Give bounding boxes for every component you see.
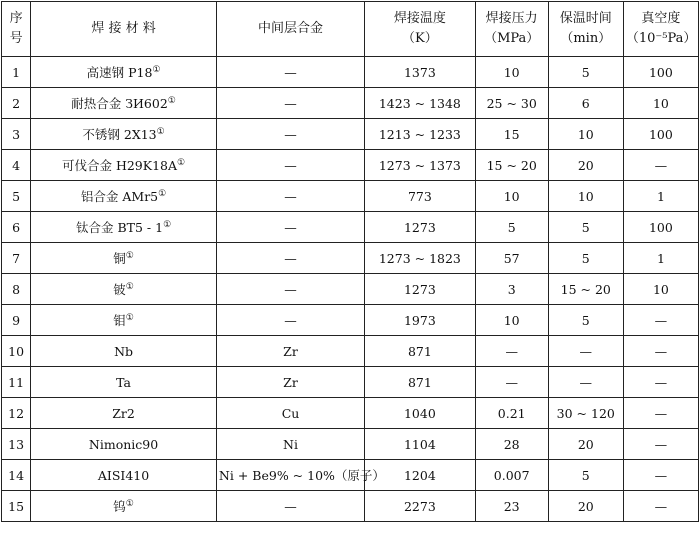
cell-material: [31, 460, 217, 491]
cell-temperature: 871: [365, 336, 476, 367]
cell-pressure: 0.21: [475, 398, 548, 429]
cell-index: 7: [2, 243, 31, 274]
cell-material: [31, 398, 217, 429]
cell-pressure: 15 ~ 20: [475, 150, 548, 181]
cell-index: 12: [2, 398, 31, 429]
material-text: 可伐合金 H29K18A: [61, 158, 178, 173]
cell-temperature: 871: [365, 367, 476, 398]
table-row: [2, 181, 699, 212]
cell-pressure: —: [475, 367, 548, 398]
table-row: [2, 150, 699, 181]
cell-interlayer: —: [216, 212, 364, 243]
cell-index: 4: [2, 150, 31, 181]
material-text: Nb: [114, 343, 134, 359]
footnote-mark: ①: [163, 220, 172, 230]
material-text: 铍: [113, 282, 126, 297]
table-row: [2, 88, 699, 119]
footnote-mark: ①: [156, 127, 165, 137]
cell-material: [31, 336, 217, 367]
footnote-mark: ①: [177, 158, 186, 168]
page: [0, 1, 700, 539]
cell-material: [31, 119, 217, 150]
cell-temperature: 1273: [365, 212, 476, 243]
cell-time: 10: [548, 119, 623, 150]
material-text: Nimonic90: [88, 436, 159, 452]
cell-temperature: 1213 ~ 1233: [365, 119, 476, 150]
cell-time: 15 ~ 20: [548, 274, 623, 305]
cell-interlayer: —: [216, 88, 364, 119]
table-row: [2, 398, 699, 429]
cell-interlayer: —: [216, 150, 364, 181]
cell-temperature: 1973: [365, 305, 476, 336]
cell-interlayer: Cu: [216, 398, 364, 429]
cell-pressure: 3: [475, 274, 548, 305]
cell-time: 5: [548, 305, 623, 336]
cell-time: 20: [548, 429, 623, 460]
cell-material: [31, 57, 217, 88]
cell-time: 5: [548, 212, 623, 243]
table-row: [2, 491, 699, 522]
cell-time: —: [548, 367, 623, 398]
cell-vacuum: —: [623, 305, 698, 336]
cell-index: 9: [2, 305, 31, 336]
cell-material: [31, 491, 217, 522]
cell-index: 13: [2, 429, 31, 460]
material-text: 高速钢 P18: [86, 65, 153, 80]
cell-time: 6: [548, 88, 623, 119]
cell-material: [31, 274, 217, 305]
cell-vacuum: 100: [623, 119, 698, 150]
header-row: [2, 2, 699, 57]
cell-interlayer: Zr: [216, 367, 364, 398]
cell-temperature: 773: [365, 181, 476, 212]
material-text: 钛合金 BT5 - 1: [75, 220, 164, 235]
welding-parameters-table: [1, 1, 699, 522]
header-vacuum-line2: （10⁻⁵Pa）: [625, 31, 697, 46]
cell-vacuum: —: [623, 336, 698, 367]
cell-vacuum: 100: [623, 57, 698, 88]
material-text: 不锈钢 2X13: [82, 127, 157, 142]
material-text: Zr2: [112, 405, 135, 421]
cell-pressure: 5: [475, 212, 548, 243]
cell-pressure: 28: [475, 429, 548, 460]
cell-temperature: 1040: [365, 398, 476, 429]
cell-index: 3: [2, 119, 31, 150]
table-row: [2, 305, 699, 336]
cell-pressure: 25 ~ 30: [475, 88, 548, 119]
cell-interlayer: —: [216, 57, 364, 88]
cell-time: 5: [548, 57, 623, 88]
table-row: [2, 460, 699, 491]
cell-temperature: 2273: [365, 491, 476, 522]
cell-vacuum: 1: [623, 243, 698, 274]
cell-pressure: 15: [475, 119, 548, 150]
header-temperature-line1: 焊接温度: [393, 11, 446, 26]
cell-time: 20: [548, 150, 623, 181]
header-vacuum: [623, 2, 698, 57]
footnote-mark: ①: [152, 65, 161, 75]
header-pressure-line1: 焊接压力: [485, 11, 538, 26]
material-text: 耐热合金 ЗИ602: [71, 96, 168, 111]
cell-interlayer: —: [216, 181, 364, 212]
cell-pressure: 10: [475, 57, 548, 88]
table-row: [2, 429, 699, 460]
cell-vacuum: 10: [623, 88, 698, 119]
material-text: AISI410: [97, 467, 150, 483]
footnote-mark: ①: [158, 189, 167, 199]
footnote-mark: ①: [125, 251, 134, 261]
header-index: [2, 2, 31, 57]
cell-vacuum: —: [623, 150, 698, 181]
cell-time: 30 ~ 120: [548, 398, 623, 429]
cell-time: 10: [548, 181, 623, 212]
cell-pressure: 57: [475, 243, 548, 274]
cell-vacuum: —: [623, 460, 698, 491]
header-interlayer: 中间层合金: [216, 2, 364, 57]
cell-material: [31, 181, 217, 212]
cell-pressure: 10: [475, 305, 548, 336]
cell-material: [31, 243, 217, 274]
material-text: 钼: [113, 313, 126, 328]
cell-index: 10: [2, 336, 31, 367]
cell-interlayer: —: [216, 274, 364, 305]
cell-vacuum: 1: [623, 181, 698, 212]
material-text: 铝合金 AMr5: [80, 189, 159, 204]
cell-interlayer: —: [216, 491, 364, 522]
material-text: 铜: [113, 251, 126, 266]
cell-interlayer: Zr: [216, 336, 364, 367]
header-pressure-line2: （MPa）: [484, 31, 540, 46]
cell-vacuum: —: [623, 429, 698, 460]
cell-index: 15: [2, 491, 31, 522]
cell-temperature: 1204: [365, 460, 476, 491]
cell-index: 14: [2, 460, 31, 491]
cell-vacuum: 10: [623, 274, 698, 305]
header-pressure: [475, 2, 548, 57]
cell-index: 6: [2, 212, 31, 243]
material-text: Ta: [116, 374, 131, 390]
cell-material: [31, 150, 217, 181]
footnote-mark: ①: [125, 282, 134, 292]
table-row: [2, 212, 699, 243]
footnote-mark: ①: [167, 96, 176, 106]
header-time-line2: （min）: [560, 31, 612, 46]
cell-time: 5: [548, 460, 623, 491]
cell-index: 1: [2, 57, 31, 88]
table-row: [2, 57, 699, 88]
cell-time: 20: [548, 491, 623, 522]
header-vacuum-line1: 真空度: [641, 11, 681, 26]
cell-vacuum: —: [623, 367, 698, 398]
header-temperature-line2: （K）: [402, 31, 438, 46]
table-row: [2, 119, 699, 150]
table-row: [2, 367, 699, 398]
cell-index: 11: [2, 367, 31, 398]
cell-index: 8: [2, 274, 31, 305]
header-material: 焊 接 材 料: [31, 2, 217, 57]
cell-material: [31, 429, 217, 460]
header-index-line2: 号: [9, 31, 23, 46]
cell-temperature: 1273 ~ 1373: [365, 150, 476, 181]
cell-material: [31, 212, 217, 243]
cell-interlayer: —: [216, 119, 364, 150]
cell-temperature: 1273 ~ 1823: [365, 243, 476, 274]
cell-vacuum: —: [623, 491, 698, 522]
cell-material: [31, 367, 217, 398]
cell-pressure: 23: [475, 491, 548, 522]
header-temperature: [365, 2, 476, 57]
cell-material: [31, 88, 217, 119]
cell-index: 5: [2, 181, 31, 212]
cell-interlayer: Ni: [216, 429, 364, 460]
cell-interlayer: —: [216, 305, 364, 336]
cell-pressure: —: [475, 336, 548, 367]
cell-index: 2: [2, 88, 31, 119]
cell-vacuum: 100: [623, 212, 698, 243]
header-time-line1: 保温时间: [559, 11, 612, 26]
table-row: [2, 336, 699, 367]
cell-pressure: 10: [475, 181, 548, 212]
cell-time: —: [548, 336, 623, 367]
cell-temperature: 1423 ~ 1348: [365, 88, 476, 119]
cell-temperature: 1104: [365, 429, 476, 460]
table-row: [2, 243, 699, 274]
cell-interlayer: —: [216, 243, 364, 274]
table-body: [2, 57, 699, 522]
cell-material: [31, 305, 217, 336]
footnote-mark: ①: [125, 499, 134, 509]
cell-temperature: 1273: [365, 274, 476, 305]
material-text: 钨: [113, 499, 126, 514]
cell-time: 5: [548, 243, 623, 274]
cell-interlayer: Ni + Be9% ~ 10%（原子）: [216, 460, 364, 491]
table-header: [2, 2, 699, 57]
header-index-line1: 序: [9, 11, 23, 26]
table-row: [2, 274, 699, 305]
footnote-mark: ①: [125, 313, 134, 323]
cell-vacuum: —: [623, 398, 698, 429]
header-time: [548, 2, 623, 57]
cell-temperature: 1373: [365, 57, 476, 88]
cell-pressure: 0.007: [475, 460, 548, 491]
